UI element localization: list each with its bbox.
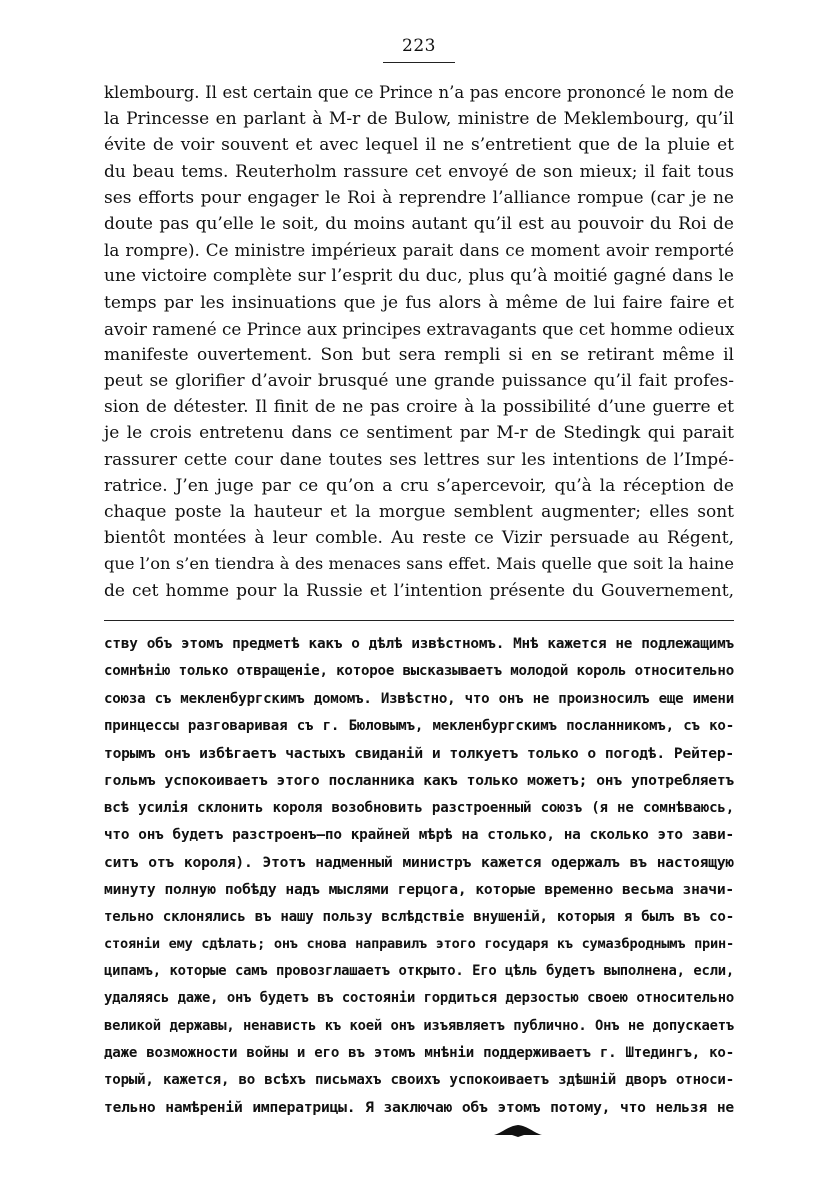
- text-line: что онъ будетъ разстроенъ—по крайней мѣрѣ на столько, на сколько это зави-: [104, 826, 734, 843]
- text-line: une victoire complète sur l’esprit du duc, plus qu’à moitié gagné dans le: [104, 266, 734, 287]
- text-line: sion de détester. Il finit de ne pas croire à la possibilité d’une guerre et: [104, 397, 734, 418]
- text-line: bientôt montées à leur comble. Au reste ce Vizir persuade au Régent,: [104, 528, 734, 549]
- text-line: великой державы, ненависть къ коей онъ изъявляетъ публично. Онъ не допускаетъ: [104, 1017, 734, 1034]
- text-line: peut se glorifier d’avoir brusqué une grande puissance qu’il fait profes-: [104, 371, 734, 392]
- text-line: удаляясь даже, онъ будетъ въ состояніи гордиться дерзостью своею относительно: [104, 990, 734, 1007]
- text-line: минуту полную побѣду надъ мыслями герцога, которые временно весьма значи-: [104, 881, 734, 899]
- text-line: que l’on s’en tiendra à des menaces sans effet. Mais quelle que soit la haine: [104, 554, 734, 574]
- text-line: évite de voir souvent et avec lequel il ne s’entretient que de la pluie et: [104, 135, 734, 156]
- page-number: 223: [402, 36, 436, 56]
- text-line: принцессы разговаривая съ г. Бюловымъ, мекленбургскимъ посланникомъ, съ ко-: [104, 717, 734, 734]
- text-line: даже возможности войны и его въ этомъ мнѣніи поддерживаетъ г. Штедингъ, ко-: [104, 1044, 734, 1061]
- printer-ornament-icon: [492, 1120, 544, 1138]
- text-line: rassurer cette cour dane toutes ses lettres sur les intentions de l’Impé-: [104, 449, 734, 470]
- text-line: ratrice. J’en juge par ce qu’on a cru s’apercevoir, qu’à la réception de: [104, 475, 734, 496]
- text-line: la Princesse en parlant à M-r de Bulow, ministre de Meklembourg, qu’il: [104, 109, 734, 130]
- footnote-divider: [104, 620, 734, 621]
- russian-translation-block: [104, 631, 734, 1122]
- text-line: klembourg. Il est certain que ce Prince n’a pas encore prononcé le nom de: [104, 83, 734, 102]
- text-line: ses efforts pour engager le Roi à reprendre l’alliance rompue (car je ne: [104, 187, 734, 208]
- text-line: ситъ отъ короля). Этотъ надменный министръ кажется одержалъ въ настоящую: [104, 854, 734, 871]
- page-number-rule: [383, 62, 455, 63]
- text-line: ству объ этомъ предметѣ какъ о дѣлѣ извѣстномъ. Мнѣ кажется не подлежащимъ: [104, 636, 734, 652]
- text-line: du beau tems. Reuterholm rassure cet envoyé de son mieux; il fait tous: [104, 161, 734, 182]
- text-line: торымъ онъ избѣгаетъ частыхъ свиданій и толкуетъ только о погодѣ. Рейтер-: [104, 745, 734, 762]
- text-line: de cet homme pour la Russie et l’intention présente du Gouvernement,: [104, 580, 734, 601]
- text-line: temps par les insinuations que je fus alors à même de lui faire faire et: [104, 292, 734, 313]
- text-line: manifeste ouvertement. Son but sera rempli si en se retirant même il: [104, 344, 734, 365]
- text-line: союза съ мекленбургскимъ домомъ. Извѣстно, что онъ не произносилъ еще имени: [104, 690, 734, 707]
- text-line: chaque poste la hauteur et la morgue semblent augmenter; elles sont: [104, 502, 734, 522]
- text-line: avoir ramené ce Prince aux principes extravagants que cet homme odieux: [104, 318, 735, 339]
- text-line: стояніи ему сдѣлать; онъ снова направилъ этого государя къ сумазброднымъ прин-: [104, 935, 734, 952]
- text-line: сомнѣнію только отвращеніе, которое высказываетъ молодой король относительно: [104, 663, 734, 680]
- french-text-block: [104, 80, 734, 604]
- text-line: doute pas qu’elle le soit, du moins autant qu’il est au pouvoir du Roi de: [104, 213, 734, 234]
- text-line: ципамъ, которые самъ провозглашаетъ открыто. Его цѣль будетъ выполнена, если,: [104, 963, 734, 979]
- text-line: тельно намѣреній императрицы. Я заключаю объ этомъ потому, что нельзя не: [104, 1099, 734, 1117]
- text-line: la rompre). Ce ministre impérieux parait dans ce moment avoir remporté: [104, 240, 734, 261]
- text-line: je le crois entretenu dans ce sentiment par M-r de Stedingk qui parait: [104, 423, 734, 444]
- text-line: гольмъ успокоиваетъ этого посланника какъ только можетъ; онъ употребляетъ: [104, 772, 734, 790]
- text-line: всѣ усилія склонить короля возобновить разстроенный союзъ (я не сомнѣваюсь,: [104, 799, 734, 816]
- text-line: тельно склонялись въ нашу пользу вслѣдствіе внушеній, которыя я былъ въ со-: [104, 908, 734, 925]
- text-line: торый, кажется, во всѣхъ письмахъ своихъ успокоиваетъ здѣшній дворъ относи-: [104, 1072, 734, 1088]
